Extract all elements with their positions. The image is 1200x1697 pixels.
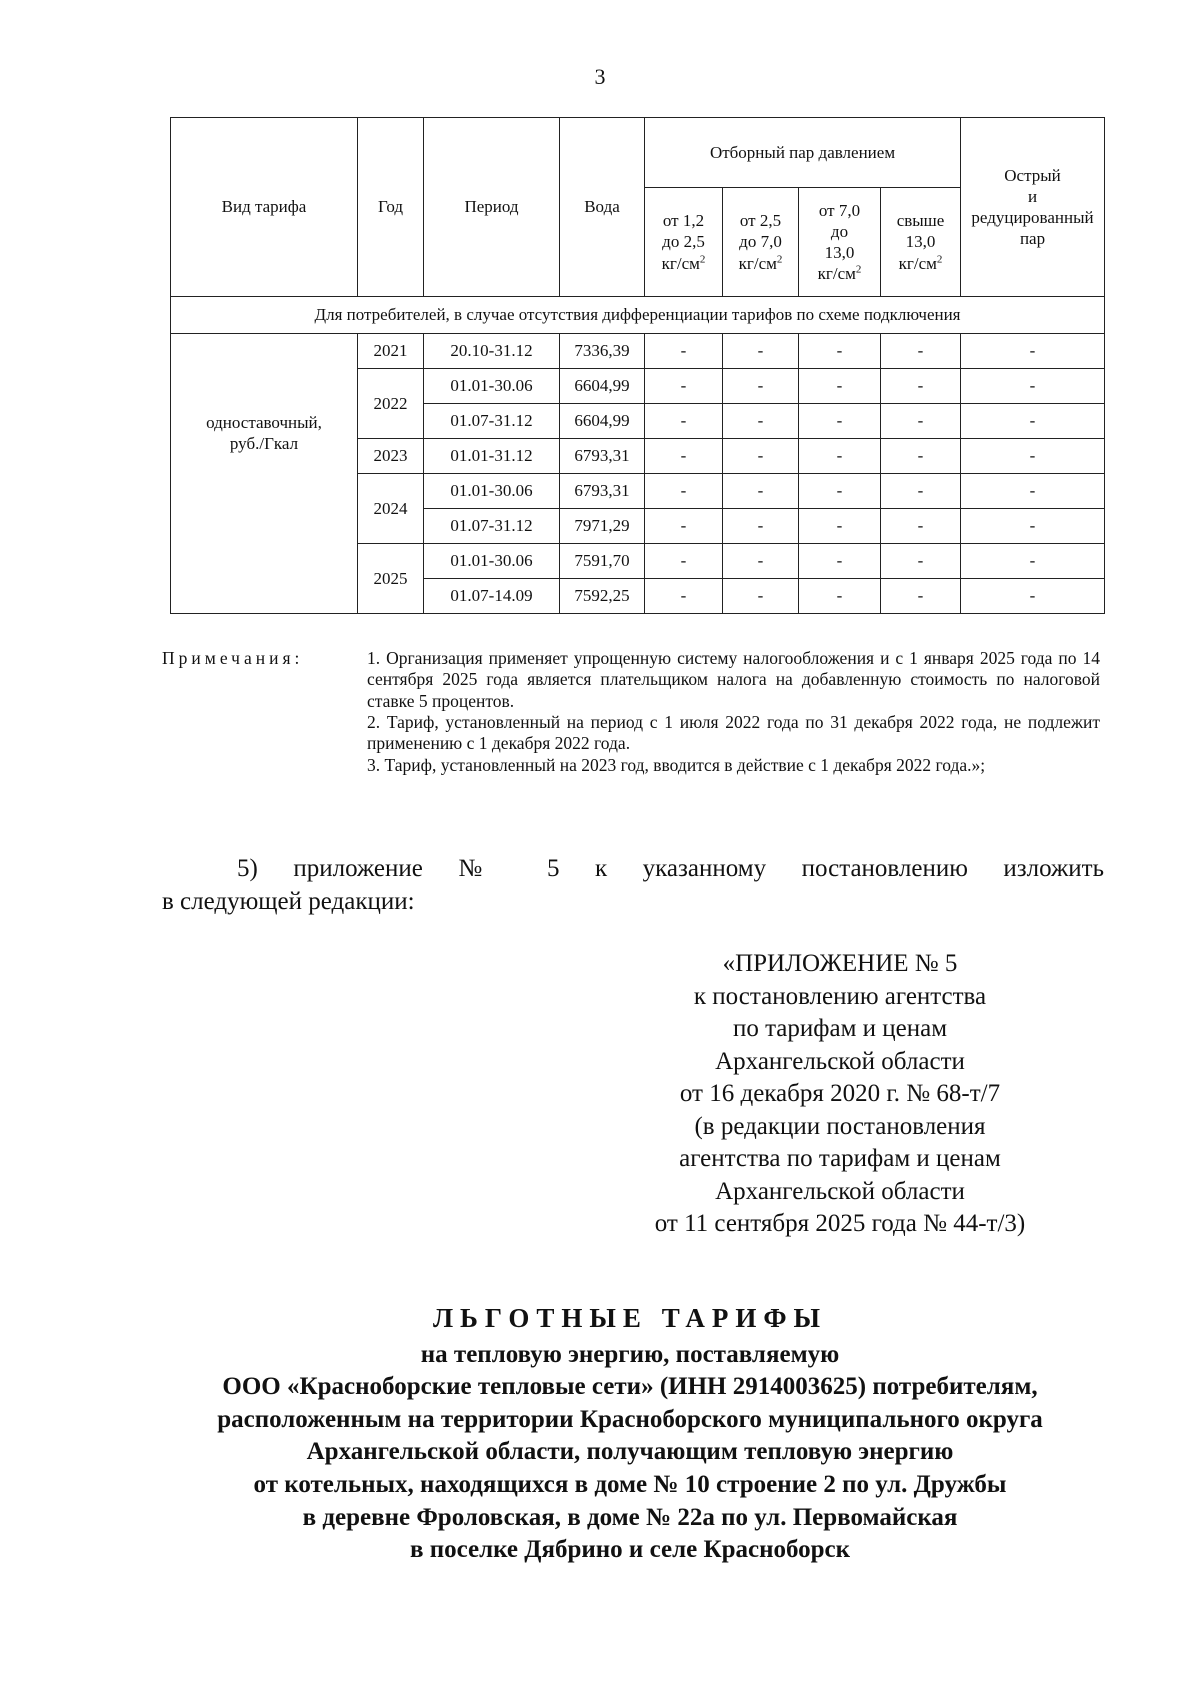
dash-cell: -	[961, 439, 1105, 474]
dash-cell: -	[799, 404, 881, 439]
tariff-label: одноставочный, руб./Гкал	[171, 334, 358, 614]
title-line: расположенным на территории Красноборского муниципального округа	[217, 1405, 1043, 1433]
dash-cell: -	[961, 404, 1105, 439]
document-title	[100, 1302, 1160, 1567]
appendix-line: агентства по тарифам и ценам	[679, 1145, 1001, 1172]
dash-cell: -	[881, 439, 961, 474]
water-cell: 7591,70	[560, 544, 645, 579]
dash-cell: -	[961, 474, 1105, 509]
header-period: Период	[424, 118, 560, 297]
appendix-header	[600, 948, 1080, 1241]
dash-cell: -	[881, 404, 961, 439]
dash-cell: -	[881, 544, 961, 579]
appendix-line: «ПРИЛОЖЕНИЕ № 5	[722, 950, 958, 977]
period-cell: 01.07-31.12	[424, 404, 560, 439]
notes-label: Примечания:	[162, 648, 304, 668]
title-line: в поселке Дябрино и селе Красноборск	[409, 1536, 851, 1564]
dash-cell: -	[723, 439, 799, 474]
note-item: 1. Организация применяет упрощенную систему налогообложения и с 1 января 2025 года по 14 сентября 2025 года является плательщиком налога на добавленную стоимость по налоговой ставке 5 процентов.	[367, 648, 1100, 711]
year-cell: 2021	[358, 334, 424, 369]
dash-cell: -	[723, 334, 799, 369]
dash-cell: -	[881, 334, 961, 369]
dash-cell: -	[645, 474, 723, 509]
paragraph-5-line-2: в следующей редакции:	[162, 887, 415, 915]
dash-cell: -	[881, 474, 961, 509]
title-line: Архангельской области, получающим тепловую энергию	[306, 1438, 954, 1466]
dash-cell: -	[799, 509, 881, 544]
appendix-line: по тарифам и ценам	[732, 1015, 948, 1042]
dash-cell: -	[645, 334, 723, 369]
dash-cell: -	[799, 439, 881, 474]
water-cell: 6793,31	[560, 439, 645, 474]
header-sharp-steam: Острый и редуцированный пар	[961, 118, 1105, 297]
header-water: Вода	[560, 118, 645, 297]
dash-cell: -	[723, 509, 799, 544]
title-line: в деревне Фроловская, в доме № 22а по ул. Первомайская	[302, 1503, 958, 1531]
dash-cell: -	[799, 579, 881, 614]
dash-cell: -	[961, 544, 1105, 579]
dash-cell: -	[645, 544, 723, 579]
title-line: от котельных, находящихся в доме № 10 строение 2 по ул. Дружбы	[253, 1470, 1007, 1498]
water-cell: 7592,25	[560, 579, 645, 614]
dash-cell: -	[645, 369, 723, 404]
paragraph-5	[162, 853, 1104, 918]
dash-cell: -	[645, 439, 723, 474]
dash-cell: -	[881, 579, 961, 614]
note-item: 3. Тариф, установленный на 2023 год, вводится в действие с 1 декабря 2022 года.»;	[367, 754, 986, 775]
period-cell: 01.01-30.06	[424, 474, 560, 509]
period-cell: 01.01-30.06	[424, 544, 560, 579]
header-steam-2: от 2,5 до 7,0 $кг/см^2$	[723, 188, 799, 297]
appendix-line: (в редакции постановления	[694, 1112, 986, 1140]
year-cell: 2024	[358, 474, 424, 544]
header-steam-4: свыше 13,0 $кг/см^2$	[881, 188, 961, 297]
note-item: 2. Тариф, установленный на период с 1 июля 2022 года по 31 декабря 2022 года, не подлежит применению с 1 декабря 2022 года.	[367, 712, 1100, 754]
period-cell: 01.01-30.06	[424, 369, 560, 404]
page-number: 3	[594, 64, 606, 89]
title-main: ЛЬГОТНЫЕ ТАРИФЫ	[432, 1303, 828, 1333]
water-cell: 7336,39	[560, 334, 645, 369]
dash-cell: -	[723, 404, 799, 439]
title-line: на тепловую энергию, поставляемую	[420, 1340, 840, 1368]
dash-cell: -	[723, 369, 799, 404]
header-tariff-type: Вид тарифа	[171, 118, 358, 297]
appendix-line: Архангельской области	[715, 1177, 965, 1205]
dash-cell: -	[961, 579, 1105, 614]
header-year: Год	[358, 118, 424, 297]
period-cell: 01.07-31.12	[424, 509, 560, 544]
water-cell: 6793,31	[560, 474, 645, 509]
dash-cell: -	[881, 369, 961, 404]
dash-cell: -	[799, 369, 881, 404]
year-cell: 2025	[358, 544, 424, 614]
appendix-line: от 16 декабря 2020 г. № 68-т/7	[679, 1080, 1001, 1107]
title-line: ООО «Красноборские тепловые сети» (ИНН 2914003625) потребителям,	[222, 1373, 1038, 1401]
water-cell: 7971,29	[560, 509, 645, 544]
appendix-line: от 11 сентября 2025 года № 44-т/3)	[654, 1210, 1026, 1237]
dash-cell: -	[799, 544, 881, 579]
dash-cell: -	[881, 509, 961, 544]
year-cell: 2022	[358, 369, 424, 439]
period-cell: 20.10-31.12	[424, 334, 560, 369]
period-cell: 01.07-14.09	[424, 579, 560, 614]
dash-cell: -	[961, 334, 1105, 369]
table-row	[171, 334, 1105, 369]
header-steam-3: от 7,0 до 13,0 $кг/см^2$	[799, 188, 881, 297]
dash-cell: -	[645, 579, 723, 614]
tariff-table	[170, 117, 1105, 614]
dash-cell: -	[723, 474, 799, 509]
dash-cell: -	[799, 474, 881, 509]
water-cell: 6604,99	[560, 369, 645, 404]
dash-cell: -	[645, 509, 723, 544]
appendix-line: к постановлению агентства	[693, 982, 987, 1010]
dash-cell: -	[723, 544, 799, 579]
appendix-line: Архангельской области	[715, 1047, 965, 1075]
period-cell: 01.01-31.12	[424, 439, 560, 474]
header-steam-1: от 1,2 до 2,5 $кг/см^2$	[645, 188, 723, 297]
section-note: Для потребителей, в случае отсутствия дифференциации тарифов по схеме подключения	[171, 297, 1105, 334]
dash-cell: -	[961, 509, 1105, 544]
dash-cell: -	[723, 579, 799, 614]
dash-cell: -	[799, 334, 881, 369]
year-cell: 2023	[358, 439, 424, 474]
dash-cell: -	[961, 369, 1105, 404]
paragraph-5-line-1: 5) приложение № 5 к указанному постановлению изложить	[237, 855, 1104, 882]
dash-cell: -	[645, 404, 723, 439]
water-cell: 6604,99	[560, 404, 645, 439]
header-steam-group: Отборный пар давлением	[645, 118, 961, 188]
